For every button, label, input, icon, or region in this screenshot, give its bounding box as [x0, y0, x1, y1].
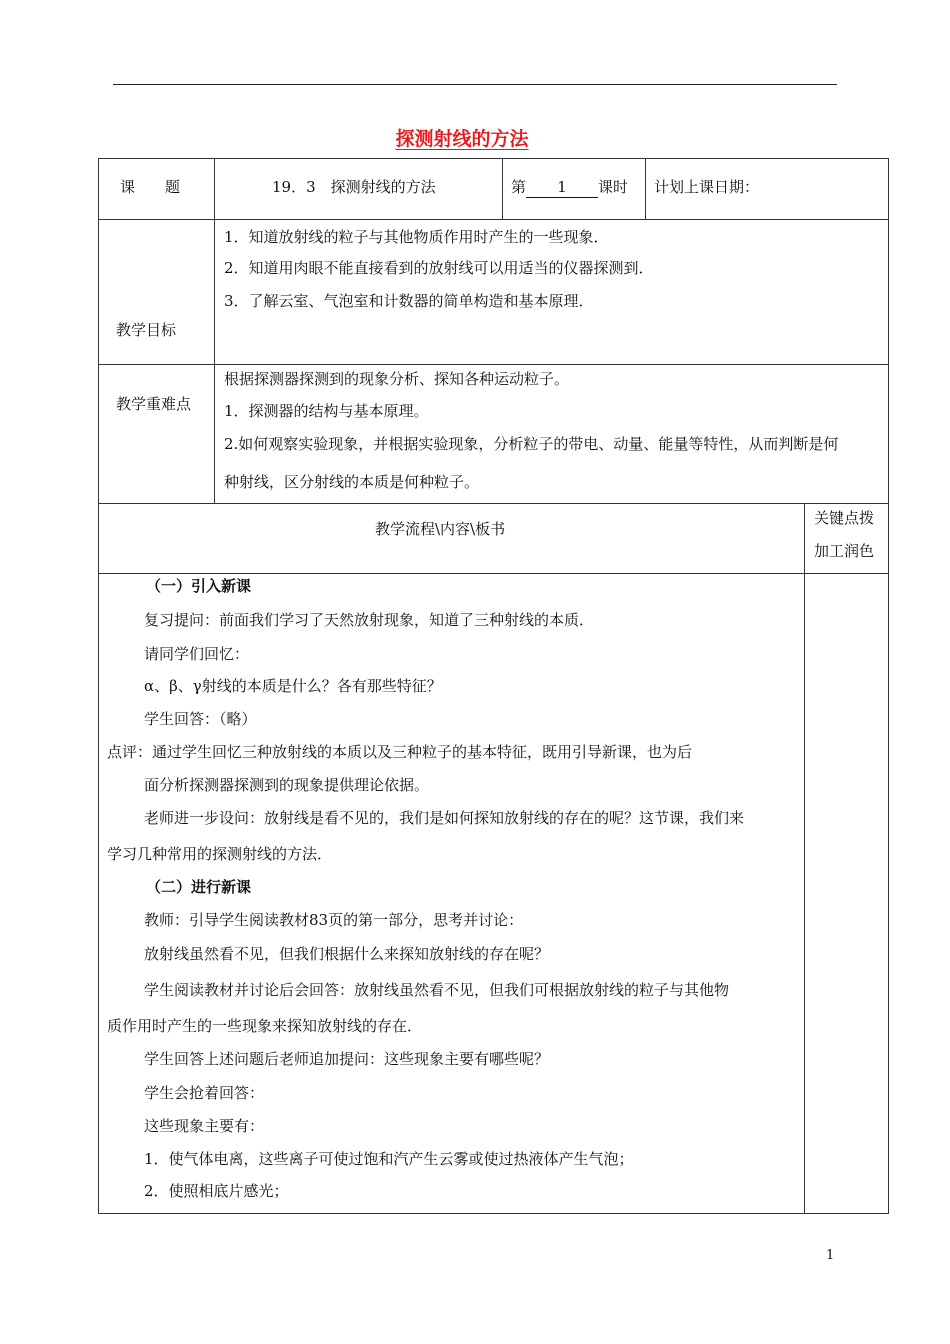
- objective-item: 3．了解云室、气泡室和计数器的简单构造和基本原理．: [224, 292, 594, 310]
- key-points-label: 教学重难点: [116, 395, 192, 413]
- flow-line: 学习几种常用的探测射线的方法．: [107, 845, 333, 863]
- flow-line: α、β、γ射线的本质是什么？各有那些特征？: [144, 677, 442, 695]
- flow-line: 这些现象主要有：: [144, 1117, 265, 1135]
- period-number: 1: [526, 177, 598, 198]
- objectives-label: 教学目标: [116, 321, 177, 339]
- flow-line: 学生会抢着回答：: [144, 1084, 265, 1102]
- flow-line: 1．使气体电离，这些离子可使过饱和汽产生云雾或使过热液体产生气泡；: [144, 1150, 634, 1168]
- flow-line: 学生回答：（略）: [144, 710, 257, 728]
- flow-line: 2．使照相底片感光；: [144, 1182, 289, 1200]
- page-number: 1: [826, 1248, 835, 1263]
- section-heading: （二）进行新课: [146, 878, 252, 896]
- section-heading: （一）引入新课: [146, 577, 252, 595]
- objective-item: 1．知道放射线的粒子与其他物质作用时产生的一些现象．: [224, 228, 609, 246]
- flow-line: 面分析探测器探测到的现象提供理论依据。: [144, 776, 430, 794]
- plan-date-label: 计划上课日期：: [654, 178, 760, 196]
- key-point-line: 种射线，区分射线的本质是何种粒子。: [224, 473, 480, 491]
- page-title: 探测射线的方法: [395, 128, 529, 150]
- flow-line: 老师进一步设问：放射线是看不见的，我们是如何探知放射线的存在的呢？这节课，我们来: [144, 809, 745, 827]
- flow-line: 请同学们回忆：: [144, 645, 250, 663]
- flow-line: 质作用时产生的一些现象来探知放射线的存在．: [107, 1017, 423, 1035]
- topic-value: 19．3 探测射线的方法: [272, 178, 436, 196]
- flow-line: 学生回答上述问题后老师追加提问：这些现象主要有哪些呢？: [144, 1050, 550, 1068]
- flow-line: 放射线虽然看不见，但我们根据什么来探知放射线的存在呢？: [144, 945, 550, 963]
- period-field: 第 1 课时: [511, 178, 629, 196]
- key-point-line: 根据探测器探测到的现象分析、探知各种运动粒子。: [224, 370, 570, 388]
- flow-label: 教学流程\内容\板书: [375, 520, 506, 538]
- flow-line: 复习提问：前面我们学习了天然放射现象，知道了三种射线的本质．: [144, 611, 595, 629]
- key-point-line: 2.如何观察实验现象，并根据实验现象，分析粒子的带电、动量、能量等特性，从而判断是何: [224, 435, 839, 453]
- side-label-polish: 加工润色: [814, 542, 875, 560]
- topic-label: 课 题: [120, 178, 181, 196]
- flow-line: 教师：引导学生阅读教材83页的第一部分，思考并讨论：: [144, 911, 524, 929]
- key-point-line: 1．探测器的结构与基本原理。: [224, 402, 429, 420]
- side-label-key: 关键点拨: [814, 509, 875, 527]
- flow-line: 学生阅读教材并讨论后会回答：放射线虽然看不见，但我们可根据放射线的粒子与其他物: [144, 981, 730, 999]
- objective-item: 2．知道用肉眼不能直接看到的放射线可以用适当的仪器探测到．: [224, 259, 654, 277]
- flow-line: 点评：通过学生回忆三种放射线的本质以及三种粒子的基本特征，既用引导新课，也为后: [107, 743, 693, 761]
